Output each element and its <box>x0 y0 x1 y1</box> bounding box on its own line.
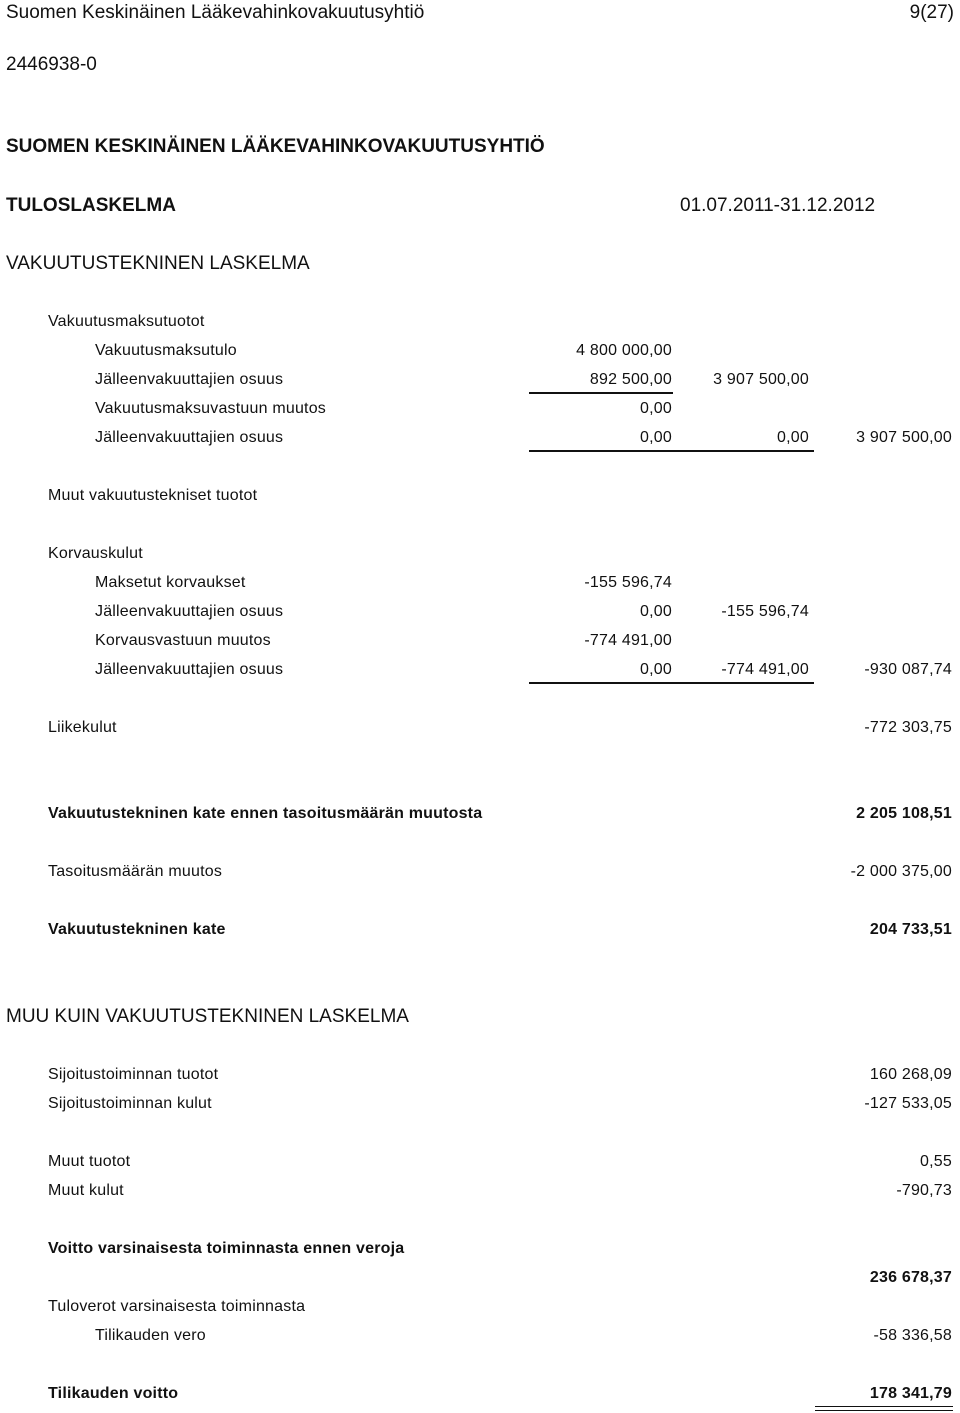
row-label: Jälleenvakuuttajien osuus <box>95 661 284 678</box>
row-label: Maksetut korvaukset <box>95 574 246 591</box>
report-title: TULOSLASKELMA <box>6 195 176 216</box>
underline-rule <box>529 450 814 452</box>
amount-cell: 4 800 000,00 <box>576 342 672 359</box>
row-label: Korvausvastuun muutos <box>95 632 271 649</box>
double-underline-rule <box>815 1410 953 1411</box>
subtotal-cell: 3 907 500,00 <box>856 429 952 446</box>
claims-heading: Korvauskulut <box>48 545 143 562</box>
row-label: Jälleenvakuuttajien osuus <box>95 371 284 388</box>
business-id: 2446938-0 <box>6 54 97 75</box>
premiums-heading: Vakuutusmaksutuotot <box>48 313 205 330</box>
net-profit-value: 178 341,79 <box>869 1385 952 1402</box>
report-period: 01.07.2011-31.12.2012 <box>680 195 876 216</box>
equalization-value: -2 000 375,00 <box>850 863 952 880</box>
row-label: Vakuutusmaksutulo <box>95 342 237 359</box>
amount-cell: -774 491,00 <box>584 632 672 649</box>
subtotal-cell: -930 087,74 <box>864 661 952 678</box>
amount-cell: 3 907 500,00 <box>713 371 809 388</box>
net-profit-label: Tilikauden voitto <box>48 1385 179 1402</box>
technical-result-label: Vakuutustekninen kate <box>48 921 226 938</box>
amount-cell: -58 336,58 <box>873 1327 952 1344</box>
operating-expenses-value: -772 303,75 <box>864 719 952 736</box>
row-label: Jälleenvakuuttajien osuus <box>95 429 284 446</box>
other-technical-income-label: Muut vakuutustekniset tuotot <box>48 487 258 504</box>
page-number: 9(27) <box>909 2 954 23</box>
amount-cell: 160 268,09 <box>869 1066 952 1083</box>
section-title: VAKUUTUSTEKNINEN LASKELMA <box>6 253 310 274</box>
row-label: Sijoitustoiminnan tuotot <box>48 1066 219 1083</box>
technical-result-before-value: 2 205 108,51 <box>856 805 952 822</box>
row-label: Jälleenvakuuttajien osuus <box>95 603 284 620</box>
amount-cell: -774 491,00 <box>721 661 809 678</box>
row-label: Tilikauden vero <box>95 1327 206 1344</box>
section-title: MUU KUIN VAKUUTUSTEKNINEN LASKELMA <box>6 1006 409 1027</box>
technical-result-before-label: Vakuutustekninen kate ennen tasoitusmäärän muutosta <box>48 805 483 822</box>
report-company: SUOMEN KESKINÄINEN LÄÄKEVAHINKOVAKUUTUSYHTIÖ <box>6 136 545 157</box>
amount-cell: -127 533,05 <box>864 1095 952 1112</box>
technical-result-value: 204 733,51 <box>869 921 952 938</box>
amount-cell: -790,73 <box>896 1182 952 1199</box>
amount-cell: 0,55 <box>920 1153 952 1170</box>
amount-cell: 892 500,00 <box>589 371 672 388</box>
amount-cell: -155 596,74 <box>721 603 809 620</box>
operating-expenses-label: Liikekulut <box>48 719 117 736</box>
amount-cell: 0,00 <box>777 429 809 446</box>
underline-rule <box>529 392 673 394</box>
equalization-label: Tasoitusmäärän muutos <box>48 863 223 880</box>
row-label: Muut tuotot <box>48 1153 131 1170</box>
amount-cell: -155 596,74 <box>584 574 672 591</box>
pretax-profit-value: 236 678,37 <box>869 1269 952 1286</box>
amount-cell: 0,00 <box>640 661 672 678</box>
amount-cell: 0,00 <box>640 603 672 620</box>
row-label: Muut kulut <box>48 1182 124 1199</box>
company-name: Suomen Keskinäinen Lääkevahinkovakuutusyhtiö <box>6 2 425 23</box>
row-label: Sijoitustoiminnan kulut <box>48 1095 212 1112</box>
row-label: Vakuutusmaksuvastuun muutos <box>95 400 327 417</box>
amount-cell: 0,00 <box>640 429 672 446</box>
underline-rule <box>529 682 814 684</box>
taxes-heading: Tuloverot varsinaisesta toiminnasta <box>48 1298 306 1315</box>
pretax-profit-label: Voitto varsinaisesta toiminnasta ennen veroja <box>48 1240 405 1257</box>
double-underline-rule <box>815 1406 953 1407</box>
amount-cell: 0,00 <box>640 400 672 417</box>
